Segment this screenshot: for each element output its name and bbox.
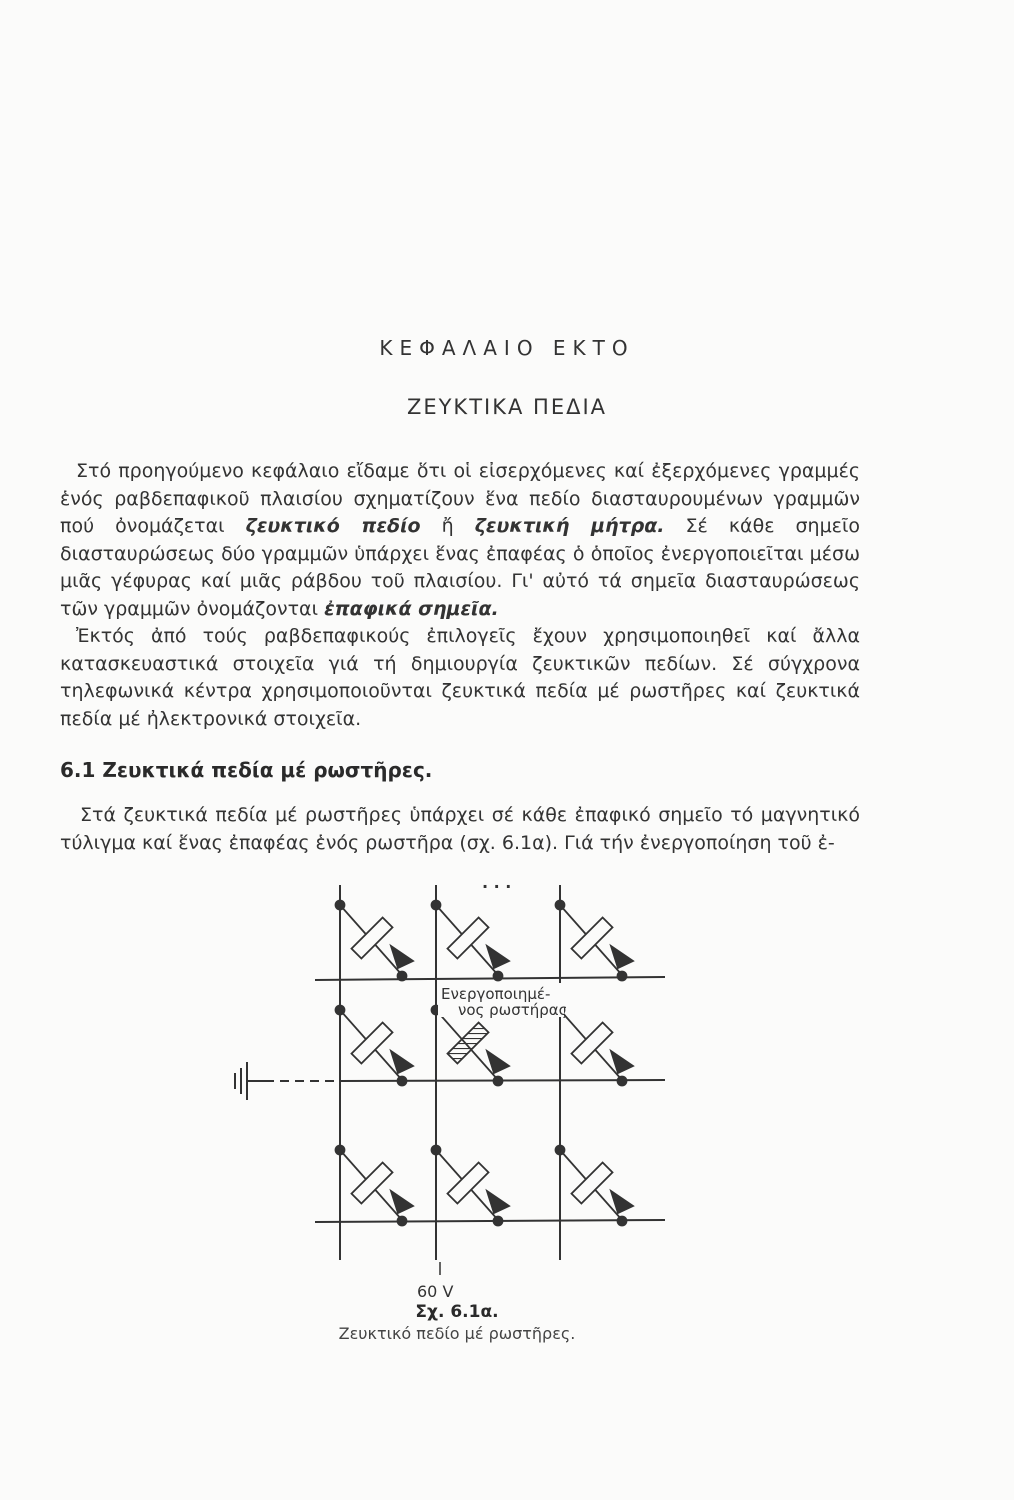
- horizontal-line-1: [315, 977, 665, 980]
- term-zeuktiki-mitra: ζευκτική μήτρα.: [474, 515, 665, 537]
- ground-icon: [235, 1062, 265, 1100]
- horizontal-line-3: [315, 1220, 665, 1222]
- relay-cell-r1c3: [556, 901, 634, 981]
- reed-relay-matrix-diagram: [220, 880, 700, 1300]
- intro-text: [60, 458, 860, 733]
- relay-cell-r3c3: [556, 1146, 634, 1226]
- relay-cell-r1c2: [432, 901, 510, 981]
- chapter-heading: ΚΕΦΑΛΑΙΟ ΕΚΤΟ: [379, 336, 635, 360]
- section-text: [60, 802, 860, 857]
- paragraph-3: Στά ζευκτικά πεδία μέ ρωστῆρες ὑπάρχει σέ κάθε ἐπαφικό σημεῖο τό μαγνητικό τύλιγμα καί ἕνας ἐπαφέας ἑνός ρωστῆρα (σχ. 6.1α). Γιά τήν ἐνεργοποίηση τοῦ ἐ-: [60, 804, 860, 854]
- figure-caption: Ζευκτικό πεδίο μέ ρωστῆρες.: [338, 1324, 576, 1343]
- relay-cell-r3c2: [432, 1146, 510, 1226]
- relay-cell-r2c1: [336, 1006, 414, 1086]
- paragraph-2: Ἐκτός ἀπό τούς ραβδεπαφικούς ἐπιλογεῖς ἔχουν χρησιμοποιηθεῖ καί ἄλλα κατασκευαστικά στοιχεῖα γιά τή δημιουργία ζευκτικῶν πεδίων. Σέ σύγχρονα τηλεφωνικά κέντρα χρησιμοποιοῦνται ζευκτικά πεδία μέ ρωστῆρες καί ζευκτικά πεδία μέ ἠλεκτρονικά στοιχεῖα.: [60, 625, 860, 730]
- activated-relay-label-line1: Ενεργοποιημέ-: [441, 985, 551, 1003]
- activated-relay-label-line2: νος ρωστήρας: [458, 1001, 568, 1019]
- section-heading: 6.1 Ζευκτικά πεδία μέ ρωστῆρες.: [60, 758, 433, 782]
- term-zeuktiko-pedio: ζευκτικό πεδίο: [245, 515, 421, 537]
- continuation-ellipsis: · · ·: [482, 880, 512, 896]
- para1-text-3: Σέ κάθε σημεῖο διασταυρώσεως δύο γραμμῶν ὑπάρχει ἕνας ἐπαφέας ὁ ὁποῖος ἐνεργοποιεῖται μέσω μιᾶς γέφυρας καί μιᾶς ράβδου τοῦ πλαισίου. Γι' αὐτό τά σημεῖα διασταυρώσεως τῶν γραμμῶν ὀνομάζονται: [60, 515, 861, 620]
- voltage-label: 60 V: [417, 1282, 454, 1300]
- figure-number: Σχ. 6.1α.: [415, 1302, 499, 1322]
- para1-text-2: ἤ: [420, 515, 475, 537]
- para1-text-1: Στό προηγούμενο κεφάλαιο εἴδαμε ὅτι οἱ εἰσερχόμενες καί ἐξερχόμενες γραμμές ἑνός ραβδεπαφικοῦ πλαισίου σχηματίζουν ἕνα πεδίο διασταυρουμένων γραμμῶν πού ὀνομάζεται: [60, 460, 860, 537]
- relay-cell-r1c1: [336, 901, 414, 981]
- chapter-title: ΖΕΥΚΤΙΚΑ ΠΕΔΙΑ: [406, 395, 608, 419]
- relay-cell-r3c1: [336, 1146, 414, 1226]
- term-epafika-simeia: ἐπαφικά σημεῖα.: [324, 597, 499, 620]
- paragraph-1: [60, 458, 860, 623]
